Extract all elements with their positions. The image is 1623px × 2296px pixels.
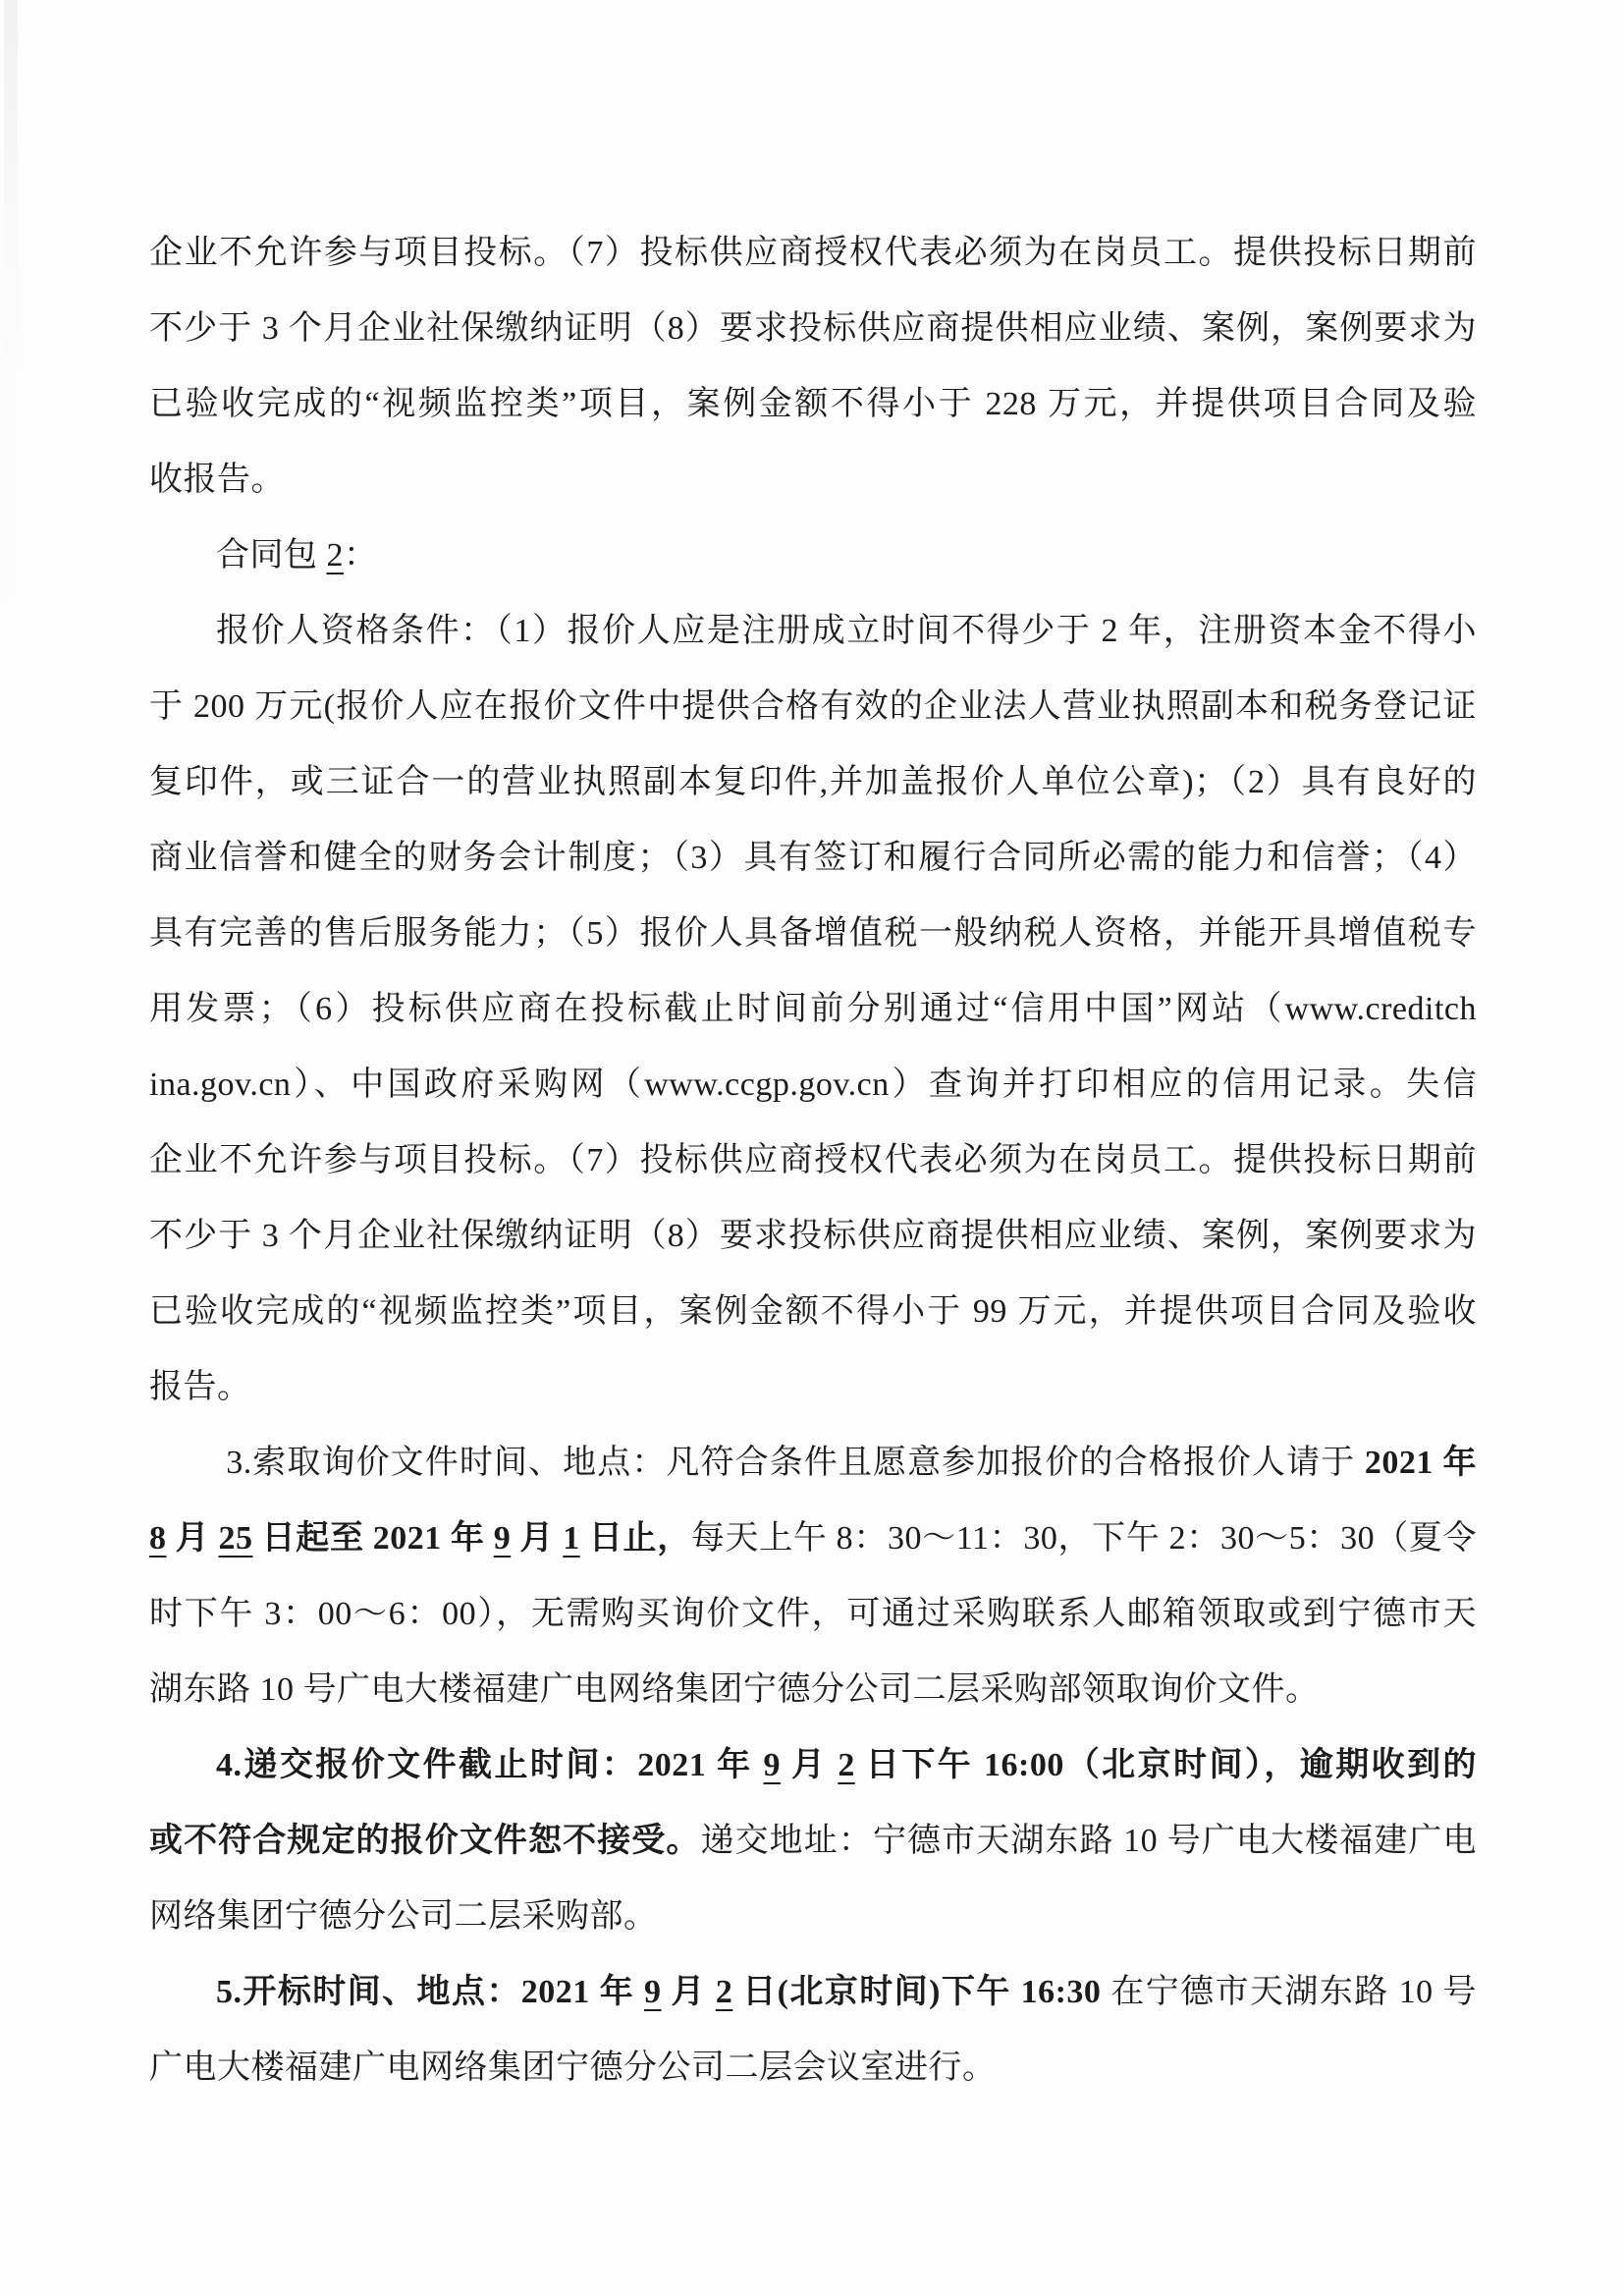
text-run-bold: 5.开标时间、地点：2021 年 — [216, 1974, 645, 2010]
text-run: 3.索取询价文件时间、地点：凡符合条件且愿意参加报价的合格报价人请于 — [226, 1445, 1365, 1481]
text-line — [149, 971, 1477, 1047]
text-run-bold-underlined: 9 — [644, 1974, 662, 2010]
text-run: 具有完善的售后服务能力；（5）报价人具备增值税一般纳税人资格，并能开具增值税专 — [149, 915, 1477, 952]
text-run: 已验收完成的“视频监控类”项目，案例金额不得小于 99 万元，并提供项目合同及验收 — [149, 1293, 1477, 1330]
text-run: ： — [344, 537, 378, 574]
text-run: 时下午 3：00～6：00），无需购买询价文件，可通过采购联系人邮箱领取或到宁德市天 — [149, 1596, 1477, 1632]
text-line — [149, 593, 1477, 669]
text-line — [149, 896, 1477, 971]
text-line — [149, 1803, 1477, 1879]
text-run-bold: 日下午 16:00（北京时间），逾期收到的 — [854, 1747, 1478, 1783]
text-run: 复印件，或三证合一的营业执照副本复印件,并加盖报价人单位公章)；（2）具有良好的 — [149, 764, 1477, 800]
text-run-bold: 日起至 2021 年 — [252, 1520, 494, 1557]
text-run: 于 200 万元(报价人应在报价文件中提供合格有效的企业法人营业执照副本和税务登记证 — [149, 688, 1477, 725]
text-run: 广电大楼福建广电网络集团宁德分公司二层会议室进行。 — [149, 2050, 997, 2086]
text-line-contract-package-2 — [149, 518, 1477, 593]
text-run-bold: 或不符合规定的报价文件恕不接受。 — [149, 1823, 701, 1859]
text-run-bold: 日止， — [579, 1520, 691, 1557]
text-line — [149, 1122, 1477, 1198]
text-run-bold: 日(北京时间)下午 16:30 — [732, 1974, 1111, 2010]
text-line — [149, 1274, 1477, 1349]
text-line — [149, 669, 1477, 744]
text-run-bold: 月 — [166, 1520, 219, 1557]
text-line-section-4 — [149, 1727, 1477, 1803]
text-run: 企业不允许参与项目投标。（7）投标供应商授权代表必须为在岗员工。提供投标日期前 — [149, 235, 1477, 271]
text-run: 企业不允许参与项目投标。（7）投标供应商授权代表必须为在岗员工。提供投标日期前 — [149, 1142, 1477, 1178]
text-run-bold: 月 — [511, 1520, 564, 1557]
text-line — [149, 1198, 1477, 1274]
text-run-bold: 2021 年 — [1364, 1445, 1478, 1481]
text-run: 报告。 — [149, 1369, 251, 1405]
text-run: 在宁德市天湖东路 10 号 — [1110, 1974, 1478, 2010]
text-run: 不少于 3 个月企业社保缴纳证明（8）要求投标供应商提供相应业绩、案例，案例要求为 — [149, 1218, 1477, 1254]
text-content — [149, 215, 1477, 2105]
text-run-bold-underlined: 1 — [563, 1520, 580, 1557]
text-run-bold-underlined: 2 — [715, 1974, 733, 2010]
text-run: ina.gov.cn）、中国政府采购网（www.ccgp.gov.cn）查询并打印相应的信用记录。失信 — [149, 1066, 1477, 1103]
scan-artifact — [4, 0, 18, 687]
text-line — [149, 1652, 1477, 1727]
text-line — [149, 291, 1477, 366]
text-run: 报价人资格条件：（1）报价人应是注册成立时间不得少于 2 年，注册资本金不得小 — [216, 613, 1477, 649]
text-line — [149, 2030, 1477, 2105]
text-run-bold-underlined: 9 — [763, 1747, 782, 1783]
text-run: 网络集团宁德分公司二层采购部。 — [149, 1898, 658, 1935]
text-line — [149, 442, 1477, 518]
text-run-bold-underlined: 2 — [838, 1747, 855, 1783]
text-line-section-5 — [149, 1954, 1477, 2030]
text-line-section-3 — [149, 1425, 1477, 1501]
text-run: 合同包 — [216, 537, 327, 574]
text-run-bold: 4.递交报价文件截止时间：2021 年 — [216, 1747, 764, 1783]
text-line — [149, 1879, 1477, 1954]
text-line — [149, 744, 1477, 820]
text-run: 湖东路 10 号广电大楼福建广电网络集团宁德分公司二层采购部领取询价文件。 — [149, 1671, 1320, 1708]
text-run-bold-underlined: 9 — [493, 1520, 512, 1557]
text-run-underlined: 2 — [326, 537, 344, 574]
text-run-bold-underlined: 8 — [149, 1520, 167, 1557]
text-line — [149, 1349, 1477, 1425]
text-run-bold-underlined: 25 — [218, 1520, 253, 1557]
text-run: 不少于 3 个月企业社保缴纳证明（8）要求投标供应商提供相应业绩、案例，案例要求为 — [149, 310, 1477, 347]
text-run: 每天上午 8：30～11：30，下午 2：30～5：30（夏令 — [690, 1520, 1478, 1557]
text-line — [149, 1047, 1477, 1122]
text-line — [149, 1501, 1477, 1576]
text-run: 递交地址：宁德市天湖东路 10 号广电大楼福建广电 — [700, 1823, 1478, 1859]
text-run: 已验收完成的“视频监控类”项目，案例金额不得小于 228 万元，并提供项目合同及验 — [149, 386, 1477, 422]
text-run: 收报告。 — [149, 462, 285, 498]
text-line — [149, 366, 1477, 442]
text-run-bold: 月 — [661, 1974, 716, 2010]
text-run: 商业信誉和健全的财务会计制度；（3）具有签订和履行合同所必需的能力和信誉；（4） — [149, 840, 1477, 876]
text-run-bold: 月 — [781, 1747, 839, 1783]
text-line — [149, 820, 1477, 896]
text-line — [149, 1576, 1477, 1652]
text-line — [149, 215, 1477, 291]
text-run: 用发票；（6）投标供应商在投标截止时间前分别通过“信用中国”网站（www.creditch — [149, 991, 1477, 1027]
